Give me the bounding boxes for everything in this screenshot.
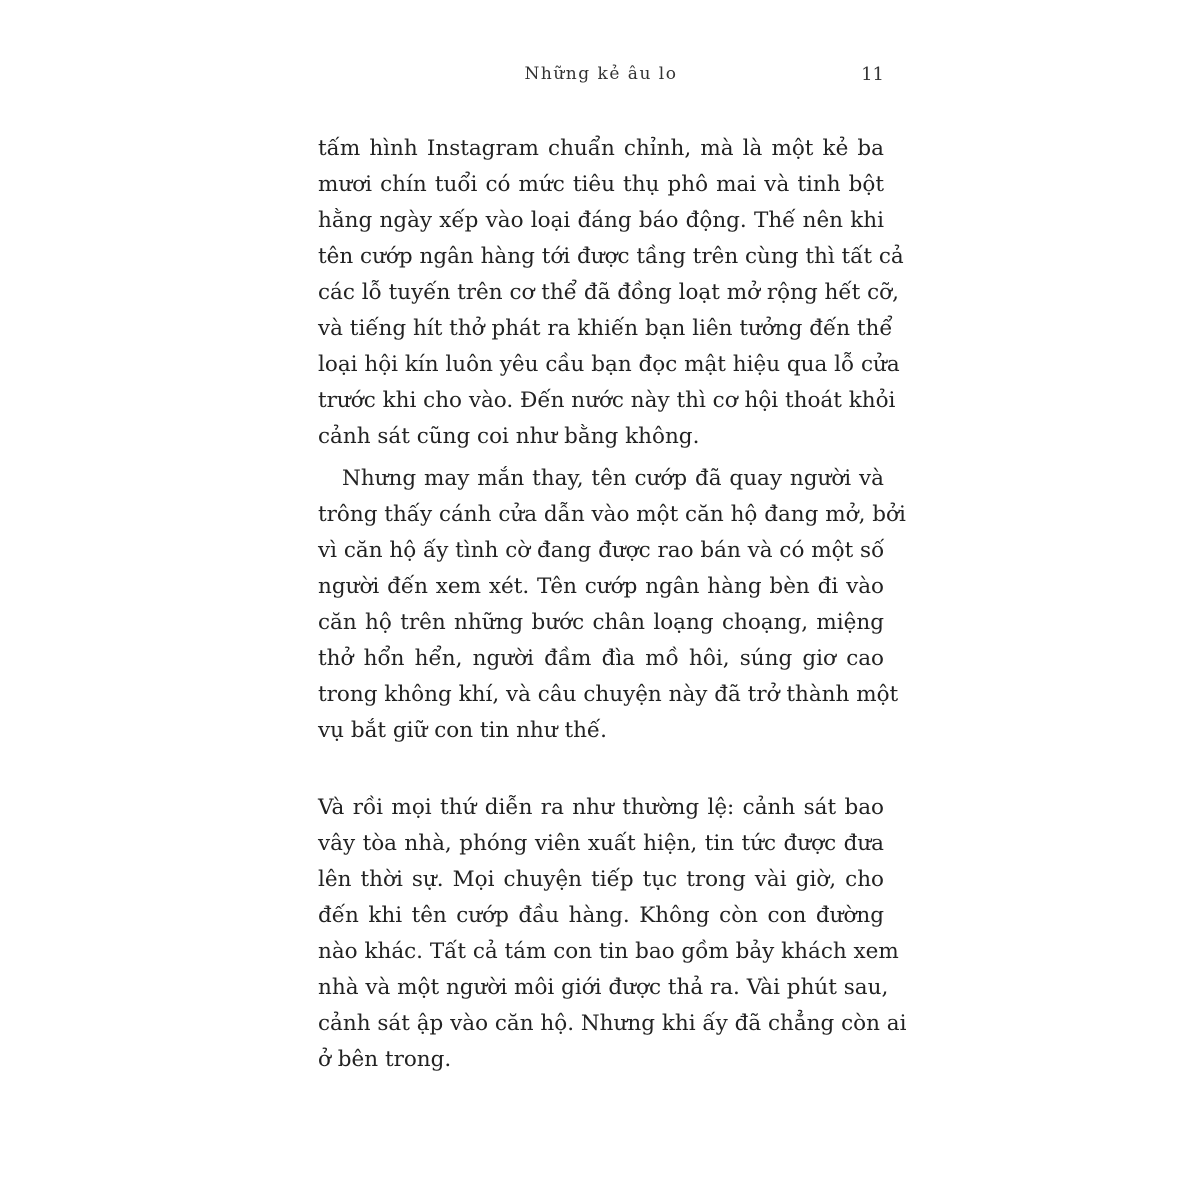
- running-header: [318, 62, 884, 90]
- text-line: cảnh sát ập vào căn hộ. Nhưng khi ấy đã chẳng còn ai: [318, 1011, 907, 1036]
- paragraph-2: [318, 461, 906, 749]
- running-title: Những kẻ âu lo: [524, 64, 678, 84]
- text-line: người đến xem xét. Tên cướp ngân hàng bèn đi vào: [318, 574, 884, 599]
- text-line: trước khi cho vào. Đến nước này thì cơ hội thoát khỏi: [318, 388, 896, 413]
- text-line: trông thấy cánh cửa dẫn vào một căn hộ đang mở, bởi: [318, 502, 906, 527]
- page-number: 11: [861, 64, 884, 85]
- text-line: vụ bắt giữ con tin như thế.: [318, 718, 607, 743]
- text-line: tên cướp ngân hàng tới được tầng trên cùng thì tất cả: [318, 244, 904, 269]
- text-line: thở hổn hển, người đầm đìa mồ hôi, súng giơ cao: [318, 646, 884, 671]
- text-line: nào khác. Tất cả tám con tin bao gồm bảy khách xem: [318, 939, 899, 964]
- text-line: mươi chín tuổi có mức tiêu thụ phô mai và tinh bột: [318, 172, 884, 197]
- text-line: Và rồi mọi thứ diễn ra như thường lệ: cảnh sát bao: [318, 795, 884, 820]
- text-line: tấm hình Instagram chuẩn chỉnh, mà là một kẻ ba: [318, 136, 884, 161]
- text-line: căn hộ trên những bước chân loạng choạng, miệng: [318, 610, 884, 635]
- text-line: đến khi tên cướp đầu hàng. Không còn con đường: [318, 903, 884, 928]
- text-line: hằng ngày xếp vào loại đáng báo động. Thế nên khi: [318, 208, 884, 233]
- text-line: loại hội kín luôn yêu cầu bạn đọc mật hiệu qua lỗ cửa: [318, 352, 900, 377]
- text-line: vì căn hộ ấy tình cờ đang được rao bán và có một số: [318, 538, 885, 563]
- text-line: và tiếng hít thở phát ra khiến bạn liên tưởng đến thể: [318, 316, 893, 341]
- paragraph-1: [318, 131, 904, 455]
- text-line: lên thời sự. Mọi chuyện tiếp tục trong vài giờ, cho: [318, 867, 884, 892]
- text-line: các lỗ tuyến trên cơ thể đã đồng loạt mở rộng hết cỡ,: [318, 280, 899, 305]
- text-line: cảnh sát cũng coi như bằng không.: [318, 424, 700, 449]
- paragraph-3: [318, 790, 907, 1078]
- text-line: Nhưng may mắn thay, tên cướp đã quay người và: [342, 466, 884, 491]
- text-line: trong không khí, và câu chuyện này đã trở thành một: [318, 682, 899, 707]
- text-line: vây tòa nhà, phóng viên xuất hiện, tin tức được đưa: [318, 831, 884, 856]
- text-line: nhà và một người môi giới được thả ra. Vài phút sau,: [318, 975, 889, 1000]
- text-line: ở bên trong.: [318, 1047, 452, 1072]
